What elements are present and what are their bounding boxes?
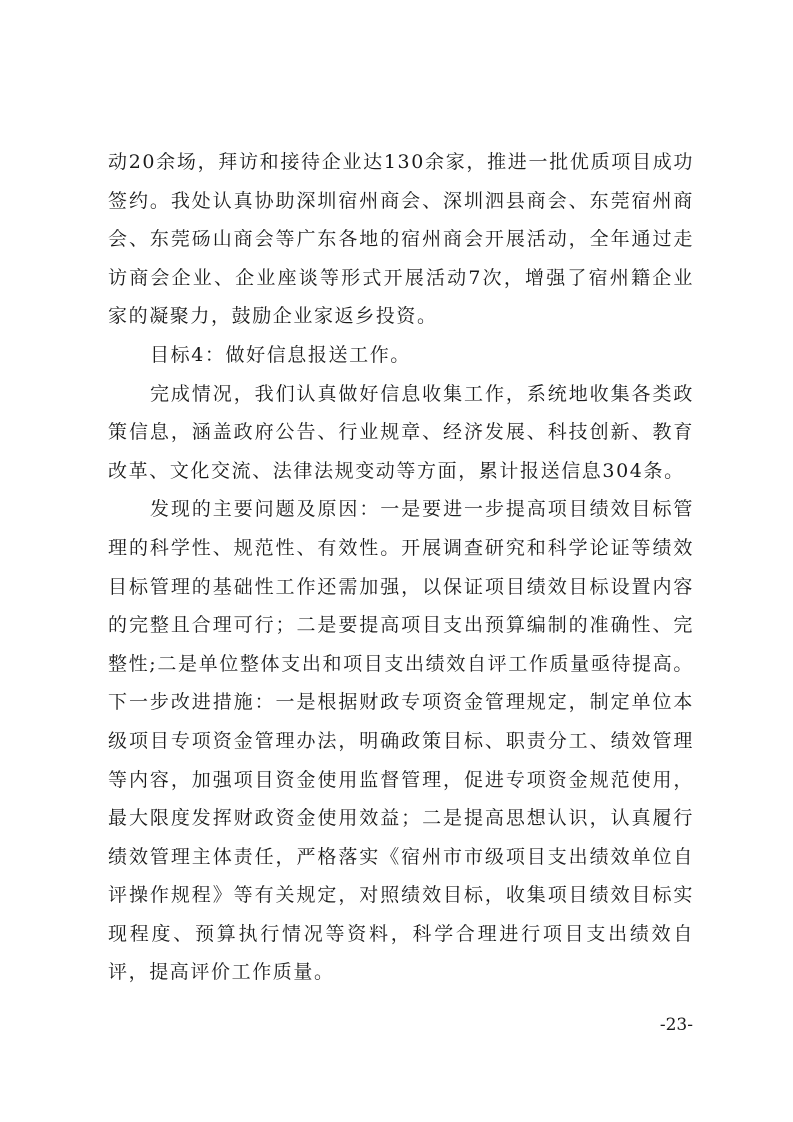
paragraph-problems-and-measures: 发现的主要问题及原因：一是要进一步提高项目绩效目标管理的科学性、规范性、有效性。开展调查研究和科学论证等绩效目标管理的基础性工作还需加强，以保证项目绩效目标设置内容的完整且合理可行；二是要提高项目支出预算编制的准确性、完整性;二是单位整体支出和项目支出绩效自评工作质量亟待提高。下一步改进措施：一是根据财政专项资金管理规定，制定单位本级项目专项资金管理办法，明确政策目标、职责分工、绩效管理等内容，加强项目资金使用监督管理，促进专项资金规范使用，最大限度发挥财政资金使用效益；二是提高思想认识，认真履行绩效管理主体责任，严格落实《宿州市市级项目支出绩效单位自评操作规程》等有关规定，对照绩效目标，收集项目绩效目标实现程度、预算执行情况等资料，科学合理进行项目支出绩效自评，提高评价工作质量。	[108, 498, 694, 984]
paragraph-goal-heading: 目标4：做好信息报送工作。	[150, 343, 411, 366]
page-number: -23-	[659, 1015, 693, 1035]
document-body	[108, 143, 694, 992]
paragraph-completion: 完成情况，我们认真做好信息收集工作，系统地收集各类政策信息，涵盖政府公告、行业规章、经济发展、科技创新、教育改革、文化交流、法律法规变动等方面，累计报送信息304条。	[108, 382, 694, 482]
paragraph-continuation: 动20余场，拜访和接待企业达130余家，推进一批优质项目成功签约。我处认真协助深圳宿州商会、深圳泗县商会、东莞宿州商会、东莞砀山商会等广东各地的宿州商会开展活动，全年通过走访商会企业、企业座谈等形式开展活动7次，增强了宿州籍企业家的凝聚力，鼓励企业家返乡投资。	[108, 151, 694, 328]
